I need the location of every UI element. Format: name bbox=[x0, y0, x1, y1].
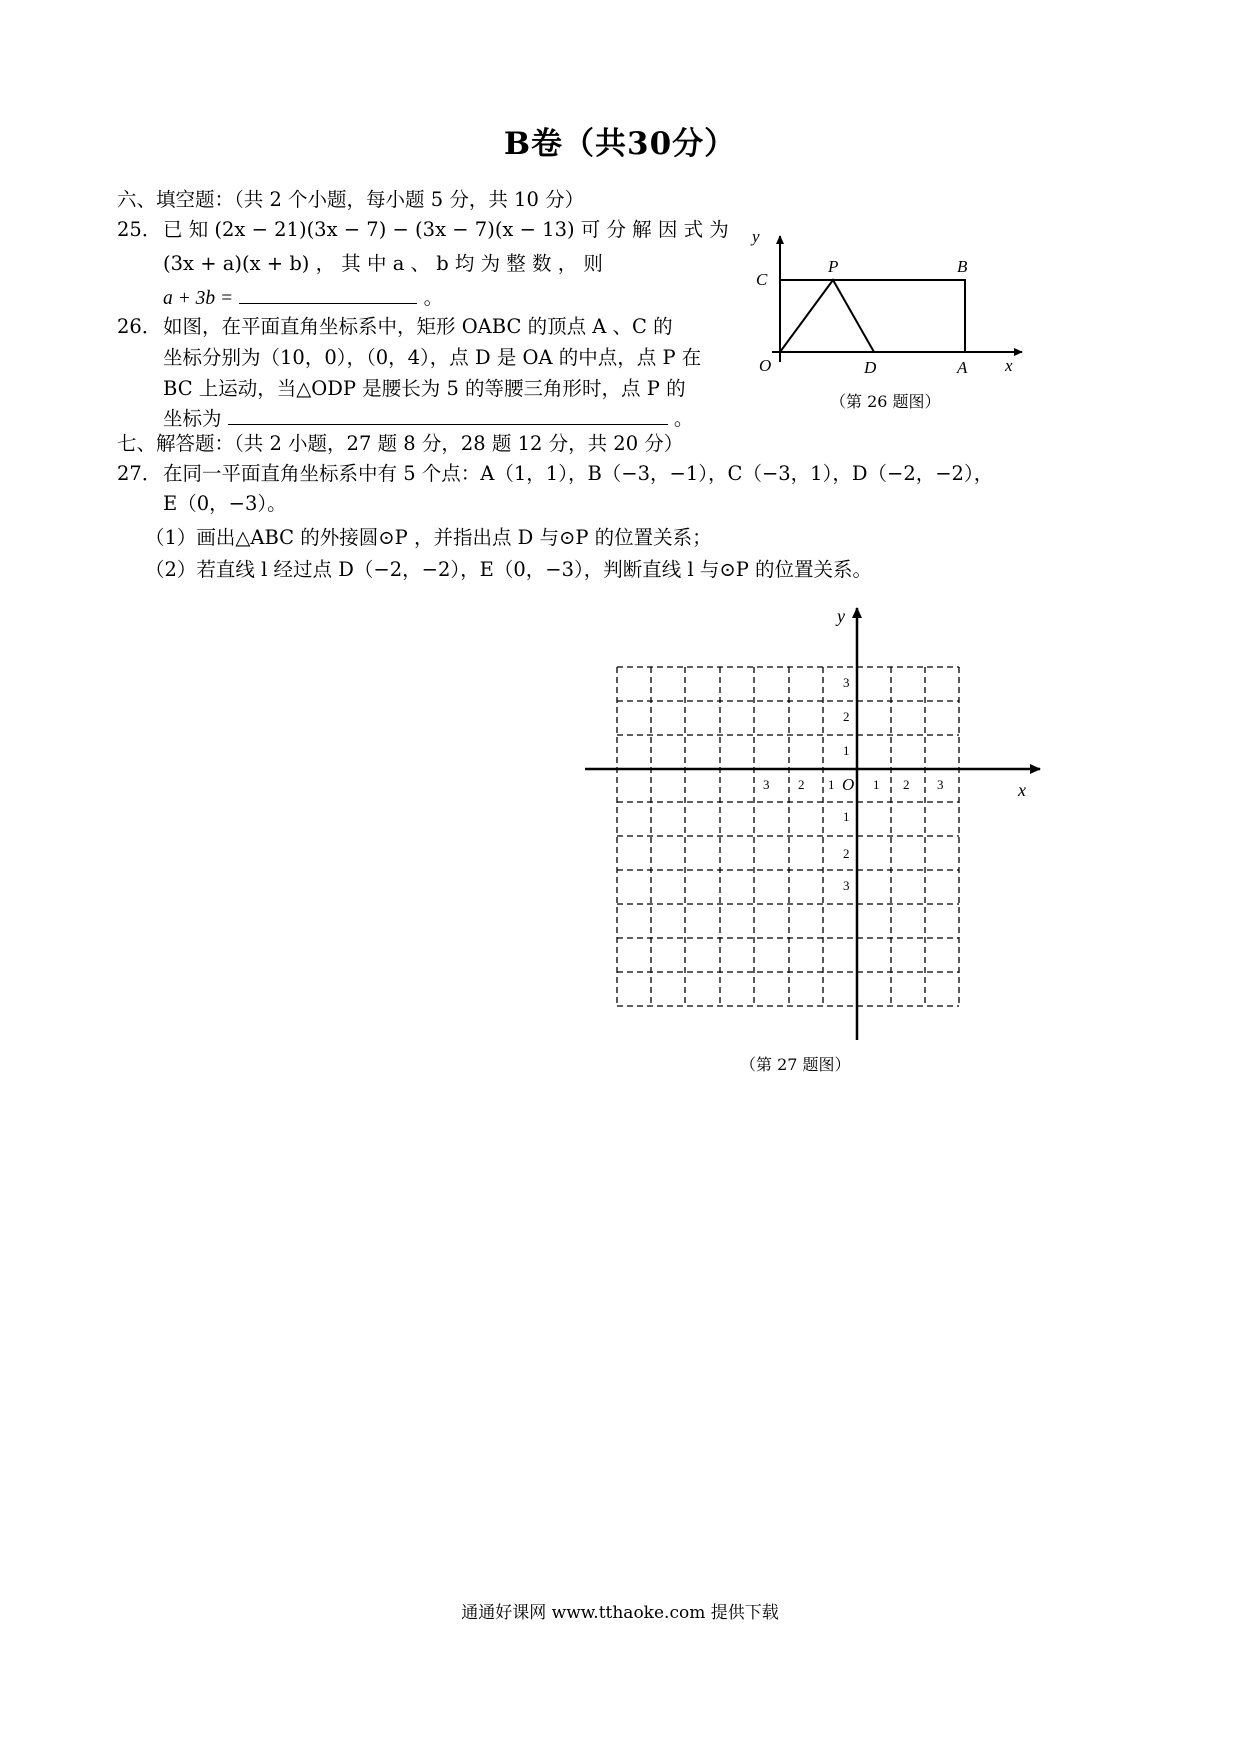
fig27-x-tick-neg1: 1 bbox=[828, 777, 835, 792]
fig27-x-tick-pos2: 2 bbox=[903, 777, 910, 792]
fig27-y-tick-pos1: 1 bbox=[843, 743, 850, 758]
q25-line1: 已 知 (2x − 21)(3x − 7) − (3x − 7)(x − 13) 可 分 解 因 式 为 bbox=[163, 218, 729, 241]
fig27-grid bbox=[617, 667, 959, 1006]
fig27-label-y: y bbox=[837, 606, 845, 626]
fig27-label-O: O bbox=[842, 775, 855, 794]
page-title: B卷（共30分） bbox=[503, 126, 737, 162]
figure-26 bbox=[750, 228, 1030, 388]
fig26-rectangle bbox=[780, 280, 965, 352]
fig26-label-y: y bbox=[752, 228, 760, 246]
fig26-label-A: A bbox=[957, 358, 968, 377]
section6-heading: 六、填空题：（共 2 个小题，每小题 5 分，共 10 分） bbox=[117, 188, 585, 211]
fig26-label-P: P bbox=[828, 257, 839, 276]
section7-heading: 七、解答题：（共 2 小题，27 题 8 分，28 题 12 分，共 20 分） bbox=[117, 432, 684, 455]
fig26-label-B: B bbox=[957, 257, 968, 276]
fig27-x-tick-pos1: 1 bbox=[873, 777, 880, 792]
fig27-label-x: x bbox=[1018, 780, 1026, 800]
q26-line1: 如图，在平面直角坐标系中，矩形 OABC 的顶点 A 、C 的 bbox=[163, 315, 673, 338]
q25-end: 。 bbox=[423, 286, 444, 309]
fig27-y-tick-neg2: 2 bbox=[843, 846, 850, 861]
q25-expression: a + 3b = bbox=[163, 288, 234, 309]
fig26-label-C: C bbox=[756, 270, 768, 289]
fig27-x-tick-neg2: 2 bbox=[798, 777, 805, 792]
q26-line2: 坐标分别为（10，0），（0，4），点 D 是 OA 的中点，点 P 在 bbox=[163, 346, 702, 369]
q27-line2: E（0，−3）。 bbox=[163, 492, 287, 515]
q26-end: 。 bbox=[673, 407, 694, 430]
page-footer: 通通好课网 www.tthaoke.com 提供下载 bbox=[461, 1603, 779, 1623]
fig26-label-O: O bbox=[759, 356, 772, 375]
fig27-x-tick-neg3: 3 bbox=[763, 777, 770, 792]
q25-line2: (3x + a)(x + b) ， 其 中 a 、 b 均 为 整 数 ， 则 bbox=[163, 252, 603, 275]
q26-number: 26． bbox=[117, 315, 162, 338]
q26-line3: BC 上运动，当△ODP 是腰长为 5 的等腰三角形时，点 P 的 bbox=[163, 377, 686, 400]
fig27-y-tick-pos2: 2 bbox=[843, 709, 850, 724]
figure-27 bbox=[570, 600, 1050, 1050]
fig27-y-tick-neg1: 1 bbox=[843, 809, 850, 824]
q26-answer-blank[interactable] bbox=[228, 406, 668, 425]
fig27-caption: （第 27 题图） bbox=[740, 1055, 851, 1074]
fig27-x-tick-pos3: 3 bbox=[937, 777, 944, 792]
fig26-caption: （第 26 题图） bbox=[830, 392, 941, 411]
q27-part2: （2）若直线 l 经过点 D（−2，−2），E（0，−3），判断直线 l 与⊙P 的位置关系。 bbox=[145, 558, 873, 581]
q25-line3 bbox=[163, 284, 443, 313]
fig26-label-D: D bbox=[864, 358, 877, 377]
q27-number: 27． bbox=[117, 462, 162, 485]
fig26-triangle bbox=[780, 280, 874, 352]
fig26-label-x: x bbox=[1005, 356, 1013, 375]
q27-line1: 在同一平面直角坐标系中有 5 个点：A（1，1），B（−3，−1），C（−3，1），D（−2，−2）， bbox=[163, 462, 994, 485]
q25-number: 25． bbox=[117, 218, 162, 241]
fig27-y-tick-pos3: 3 bbox=[843, 675, 850, 690]
q26-prefix: 坐标为 bbox=[163, 407, 222, 430]
q26-line4 bbox=[163, 405, 693, 433]
q27-part1: （1）画出△ABC 的外接圆⊙P ，并指出点 D 与⊙P 的位置关系； bbox=[145, 526, 712, 549]
fig27-y-tick-neg3: 3 bbox=[843, 878, 850, 893]
q25-answer-blank[interactable] bbox=[239, 285, 417, 304]
